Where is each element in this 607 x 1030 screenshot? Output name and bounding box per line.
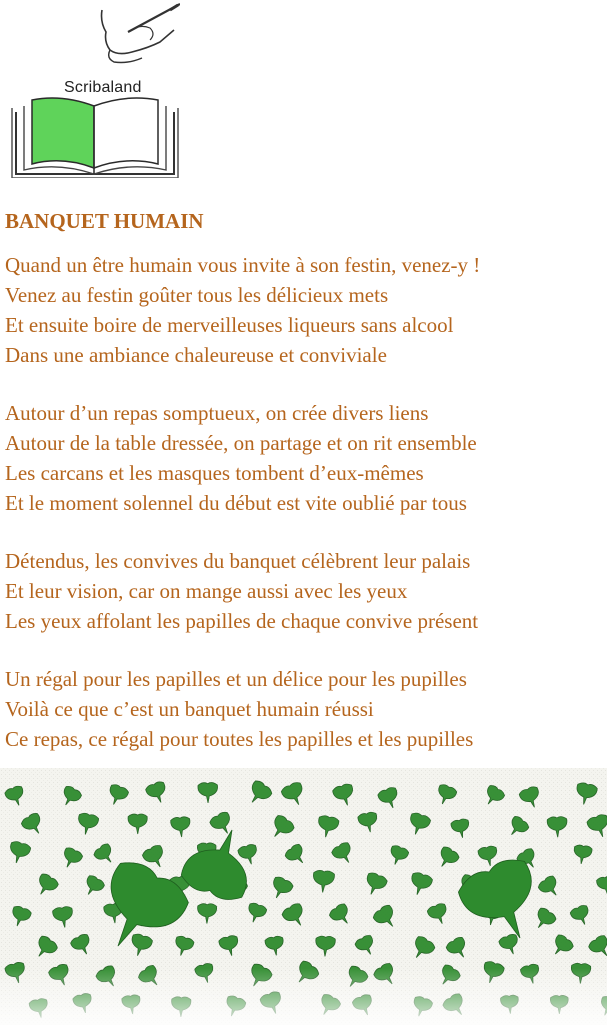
poem-line: Venez au festin goûter tous les délicieux mets <box>5 283 389 307</box>
poem-line: Autour d’un repas somptueux, on crée divers liens <box>5 401 429 425</box>
poem-line: Voilà ce que c’est un banquet humain réussi <box>5 697 374 721</box>
poem-line: Quand un être humain vous invite à son festin, venez-y ! <box>5 253 481 277</box>
logo-brand-text: Scribaland <box>64 79 142 96</box>
poem-line: Dans une ambiance chaleureuse et conviviale <box>5 343 387 367</box>
stanza <box>5 250 605 370</box>
ginkgo-leaf-band <box>0 768 607 1025</box>
poem-line: Ce repas, ce régal pour toutes les papilles et les pupilles <box>5 727 474 751</box>
poem-line: Les carcans et les masques tombent d’eux-mêmes <box>5 461 424 485</box>
poem-line: Et ensuite boire de merveilleuses liqueurs sans alcool <box>5 313 454 337</box>
scribaland-logo <box>10 2 180 180</box>
book-right-page <box>94 98 158 168</box>
poem-line: Détendus, les convives du banquet célèbrent leur palais <box>5 549 471 573</box>
book-left-page <box>32 98 94 168</box>
poem-line: Autour de la table dressée, on partage et on rit ensemble <box>5 431 477 455</box>
stanza <box>5 398 605 518</box>
open-book-icon <box>10 94 180 178</box>
poem-line: Un régal pour les papilles et un délice pour les pupilles <box>5 667 467 691</box>
poem-title: BANQUET HUMAIN <box>5 209 204 233</box>
poem <box>5 208 605 754</box>
stanza <box>5 664 605 754</box>
poem-line: Et leur vision, car on mange aussi avec les yeux <box>5 579 408 603</box>
poem-line: Et le moment solennel du début est vite oublié par tous <box>5 491 467 515</box>
poem-line: Les yeux affolant les papilles de chaque convive présent <box>5 609 479 633</box>
ginkgo-leaf-pattern <box>0 768 607 1025</box>
stanza <box>5 546 605 636</box>
